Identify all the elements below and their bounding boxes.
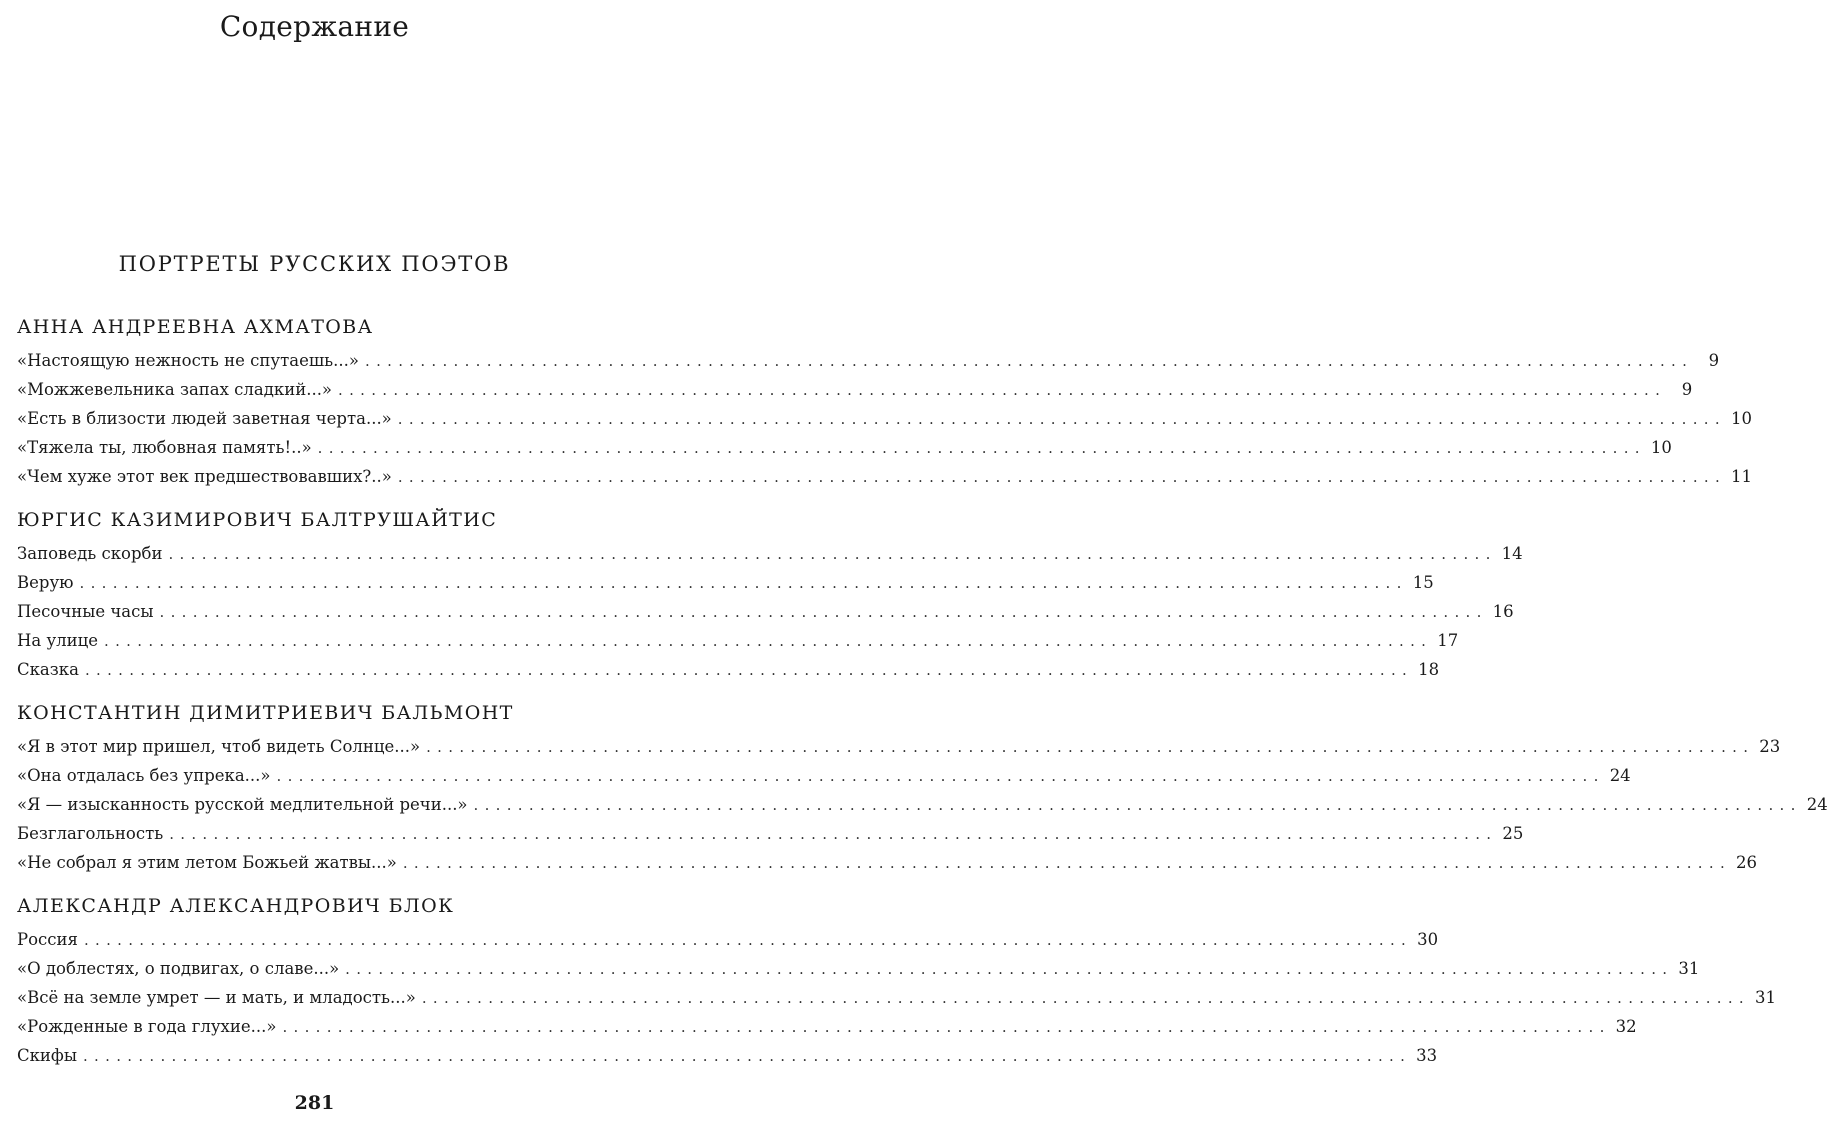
toc-entry[interactable] — [17, 626, 1459, 655]
toc-entry[interactable] — [17, 848, 1758, 877]
entry-page-number: 17 — [1437, 631, 1459, 650]
toc-entry[interactable] — [17, 375, 1693, 404]
dot-leader: ........................................................................................................................ — [84, 661, 1414, 679]
author-group-balmont — [17, 694, 1828, 877]
dot-leader: ........................................................................................................................ — [421, 989, 1750, 1007]
entry-page-number: 9 — [1708, 351, 1720, 370]
entry-title: Заповедь скорби — [17, 544, 163, 563]
entry-title: «Есть в близости людей заветная черта...» — [17, 409, 392, 428]
dot-leader: ........................................................................................................................ — [282, 1018, 1611, 1036]
entry-title: «Я — изысканность русской медлительной речи...» — [17, 795, 468, 814]
entry-page-number: 9 — [1681, 380, 1693, 399]
entry-title: Верую — [17, 573, 74, 592]
toc-entry[interactable] — [17, 404, 1752, 433]
entry-title: «Можжевельника запах сладкий...» — [17, 380, 333, 399]
entry-page-number: 10 — [1650, 438, 1672, 457]
page-title: Содержание — [219, 10, 410, 43]
toc-entry[interactable] — [17, 1041, 1438, 1070]
entry-title: «Не собрал я этим летом Божьей жатвы...» — [17, 853, 397, 872]
entry-title: «О доблестях, о подвигах, о славе...» — [17, 959, 340, 978]
entry-page-number: 31 — [1754, 988, 1776, 1007]
dot-leader: ........................................................................................................................ — [276, 767, 1605, 785]
entry-page-number: 15 — [1412, 573, 1434, 592]
dot-leader: ........................................................................................................................ — [104, 632, 1433, 650]
entry-page-number: 30 — [1417, 930, 1439, 949]
entry-page-number: 32 — [1615, 1017, 1637, 1036]
dot-leader: ........................................................................................................................ — [426, 738, 1755, 756]
entry-title: Россия — [17, 930, 78, 949]
author-group-baltrushaitis — [17, 501, 1523, 684]
author-group-akhmatova — [17, 308, 1753, 491]
entry-page-number: 33 — [1416, 1046, 1438, 1065]
dot-leader: ........................................................................................................................ — [365, 352, 1694, 370]
dot-leader: ........................................................................................................................ — [168, 545, 1497, 563]
toc-entry[interactable] — [17, 819, 1524, 848]
table-of-contents — [17, 308, 1828, 1080]
entry-page-number: 14 — [1501, 544, 1523, 563]
toc-entry[interactable] — [17, 761, 1631, 790]
entry-page-number: 11 — [1731, 467, 1753, 486]
section-title: ПОРТРЕТЫ РУССКИХ ПОЭТОВ — [118, 252, 511, 276]
entry-page-number: 24 — [1806, 795, 1828, 814]
dot-leader: ........................................................................................................................ — [402, 854, 1732, 872]
entry-page-number: 18 — [1418, 660, 1440, 679]
toc-entry[interactable] — [17, 433, 1672, 462]
dot-leader: ........................................................................................................................ — [397, 410, 1726, 428]
dot-leader: ........................................................................................................................ — [79, 574, 1408, 592]
dot-leader: ........................................................................................................................ — [345, 960, 1674, 978]
entry-title: Сказка — [17, 660, 79, 679]
author-group-blok — [17, 887, 1776, 1070]
toc-entry[interactable] — [17, 568, 1434, 597]
entry-page-number: 25 — [1502, 824, 1524, 843]
dot-leader: ........................................................................................................................ — [159, 603, 1488, 621]
toc-entry[interactable] — [17, 539, 1523, 568]
entry-title: «Настоящую нежность не спутаешь...» — [17, 351, 359, 370]
entry-title: «Всё на земле умрет — и мать, и младость...» — [17, 988, 416, 1007]
entry-title: «Чем хуже этот век предшествовавших?..» — [17, 467, 392, 486]
author-heading: АННА АНДРЕЕВНА АХМАТОВА — [17, 316, 374, 338]
toc-entry[interactable] — [17, 790, 1828, 819]
dot-leader: ........................................................................................................................ — [397, 468, 1727, 486]
toc-entry[interactable] — [17, 346, 1720, 375]
toc-entry[interactable] — [17, 462, 1753, 491]
entry-title: «Тяжела ты, любовная память!..» — [17, 438, 312, 457]
author-heading: ЮРГИС КАЗИМИРОВИЧ БАЛТРУШАЙТИС — [17, 509, 498, 531]
entry-title: Скифы — [17, 1046, 77, 1065]
dot-leader: ........................................................................................................................ — [473, 796, 1802, 814]
entry-title: На улице — [17, 631, 99, 650]
entry-page-number: 31 — [1678, 959, 1700, 978]
dot-leader: ........................................................................................................................ — [83, 931, 1413, 949]
dot-leader: ........................................................................................................................ — [317, 439, 1646, 457]
dot-leader: ........................................................................................................................ — [338, 381, 1667, 399]
toc-entry[interactable] — [17, 983, 1776, 1012]
page-number: 281 — [294, 1092, 335, 1114]
entry-page-number: 16 — [1492, 602, 1514, 621]
entry-page-number: 10 — [1730, 409, 1752, 428]
toc-entry[interactable] — [17, 1012, 1637, 1041]
entry-title: Песочные часы — [17, 602, 154, 621]
entry-page-number: 26 — [1736, 853, 1758, 872]
dot-leader: ........................................................................................................................ — [169, 825, 1498, 843]
entry-page-number: 24 — [1609, 766, 1631, 785]
entry-title: «Я в этот мир пришел, чтоб видеть Солнце...» — [17, 737, 421, 756]
author-heading: АЛЕКСАНДР АЛЕКСАНДРОВИЧ БЛОК — [17, 895, 455, 917]
toc-entry[interactable] — [17, 732, 1781, 761]
toc-entry[interactable] — [17, 597, 1514, 626]
toc-entry[interactable] — [17, 925, 1439, 954]
toc-entry[interactable] — [17, 655, 1440, 684]
author-heading: КОНСТАНТИН ДИМИТРИЕВИЧ БАЛЬМОНТ — [17, 702, 514, 724]
entry-title: «Рожденные в года глухие...» — [17, 1017, 277, 1036]
entry-page-number: 23 — [1759, 737, 1781, 756]
dot-leader: ........................................................................................................................ — [82, 1047, 1412, 1065]
entry-title: «Она отдалась без упрека...» — [17, 766, 271, 785]
entry-title: Безглагольность — [17, 824, 164, 843]
toc-entry[interactable] — [17, 954, 1700, 983]
